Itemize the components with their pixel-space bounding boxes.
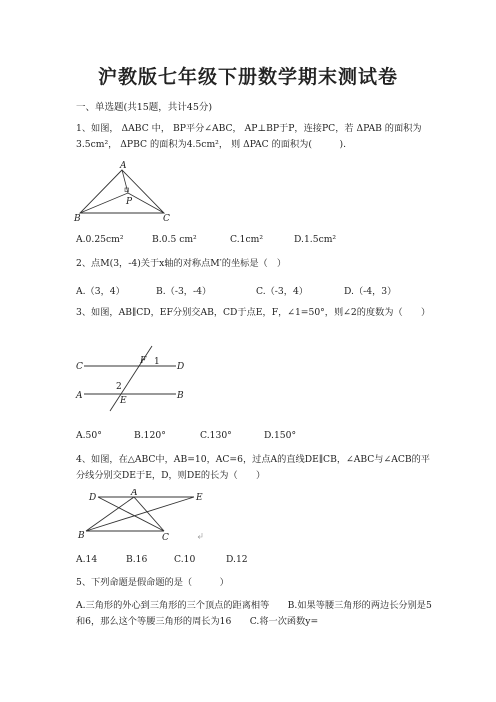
segment-pc [128, 193, 164, 213]
angle-1-label: 1 [154, 357, 160, 367]
label-a: A [131, 489, 138, 498]
question-1-text: 1、如图， ΔABC 中， BP平分∠ABC， AP⊥BP于P，连接PC，若 ΔPAB 的面积为3.5cm²， ΔPBC 的面积为4.5cm²， 则 ΔPAC 的面积为( ). [76, 123, 422, 150]
label-d: D [177, 362, 185, 372]
label-e: E [196, 493, 203, 503]
q4-option-b[interactable]: B.16 [126, 554, 148, 565]
q1-triangle-figure [72, 160, 172, 222]
return-mark-icon [198, 533, 202, 539]
q1-option-c[interactable]: C.1cm² [230, 234, 264, 245]
q4-option-a[interactable]: A.14 [76, 554, 98, 565]
section-heading: 一、单选题(共15题，共计45分) [76, 102, 213, 113]
q3-option-c[interactable]: C.130° [200, 430, 232, 441]
label-c: C [162, 533, 169, 541]
bisector-be [86, 497, 194, 531]
q2-option-a[interactable]: A.（3，4） [76, 286, 125, 297]
q3-option-d[interactable]: D.150° [264, 430, 297, 441]
q2-option-c[interactable]: C.（-3，4） [256, 286, 308, 297]
q4-triangle-figure [76, 489, 216, 541]
angle-2-label: 2 [116, 382, 122, 392]
label-b: B [177, 391, 184, 401]
q1-option-b[interactable]: B.0.5 cm² [152, 234, 197, 245]
q3-parallel-lines-figure [72, 343, 192, 413]
question-5-text: 5、下列命题是假命题的是（ ） [76, 577, 229, 588]
triangle-abc [80, 170, 164, 213]
label-a: A [120, 161, 127, 171]
q2-option-b[interactable]: B.（-3，-4） [156, 286, 212, 297]
question-4-text: 4、如图，在△ABC中，AB=10，AC=6，过点A的直线DE∥CB，∠ABC与∠ACB的平分线分别交DE于E，D，则DE的长为（ ） [76, 454, 430, 481]
bisector-cd [98, 497, 164, 531]
q1-option-d[interactable]: D.1.5cm² [294, 234, 337, 245]
q2-option-d[interactable]: D.（-4，3） [344, 286, 397, 297]
label-a: A [76, 391, 83, 401]
question-3-text: 3、如图，AB∥CD，EF分别交AB，CD于点E，F，∠1=50°，则∠2的度数为（ ） [76, 307, 431, 318]
label-b: B [74, 214, 81, 222]
q4-option-c[interactable]: C.10 [174, 554, 196, 565]
q5-options-text: A.三角形的外心到三角形的三个顶点的距离相等 B.如果等腰三角形的两边长分别是5和6，那么这个等腰三角形的周长为16 C.将一次函数y= [76, 600, 432, 627]
q4-option-d[interactable]: D.12 [226, 554, 248, 565]
q3-option-a[interactable]: A.50° [76, 430, 102, 441]
label-f: F [140, 356, 147, 366]
label-e: E [120, 396, 127, 406]
segment-ac [134, 497, 164, 531]
label-p: P [126, 197, 133, 207]
label-b: B [78, 531, 85, 541]
label-c: C [76, 362, 83, 372]
label-c: C [163, 214, 170, 222]
label-d: D [89, 493, 97, 503]
bisector-bp [80, 193, 128, 213]
q1-option-a[interactable]: A.0.25cm² [76, 234, 124, 245]
q3-option-b[interactable]: B.120° [134, 430, 166, 441]
page-title: 沪教版七年级下册数学期末测试卷 [97, 66, 398, 88]
question-2-text: 2、点M(3，-4)关于x轴的对称点M′的坐标是（ ） [76, 258, 287, 269]
